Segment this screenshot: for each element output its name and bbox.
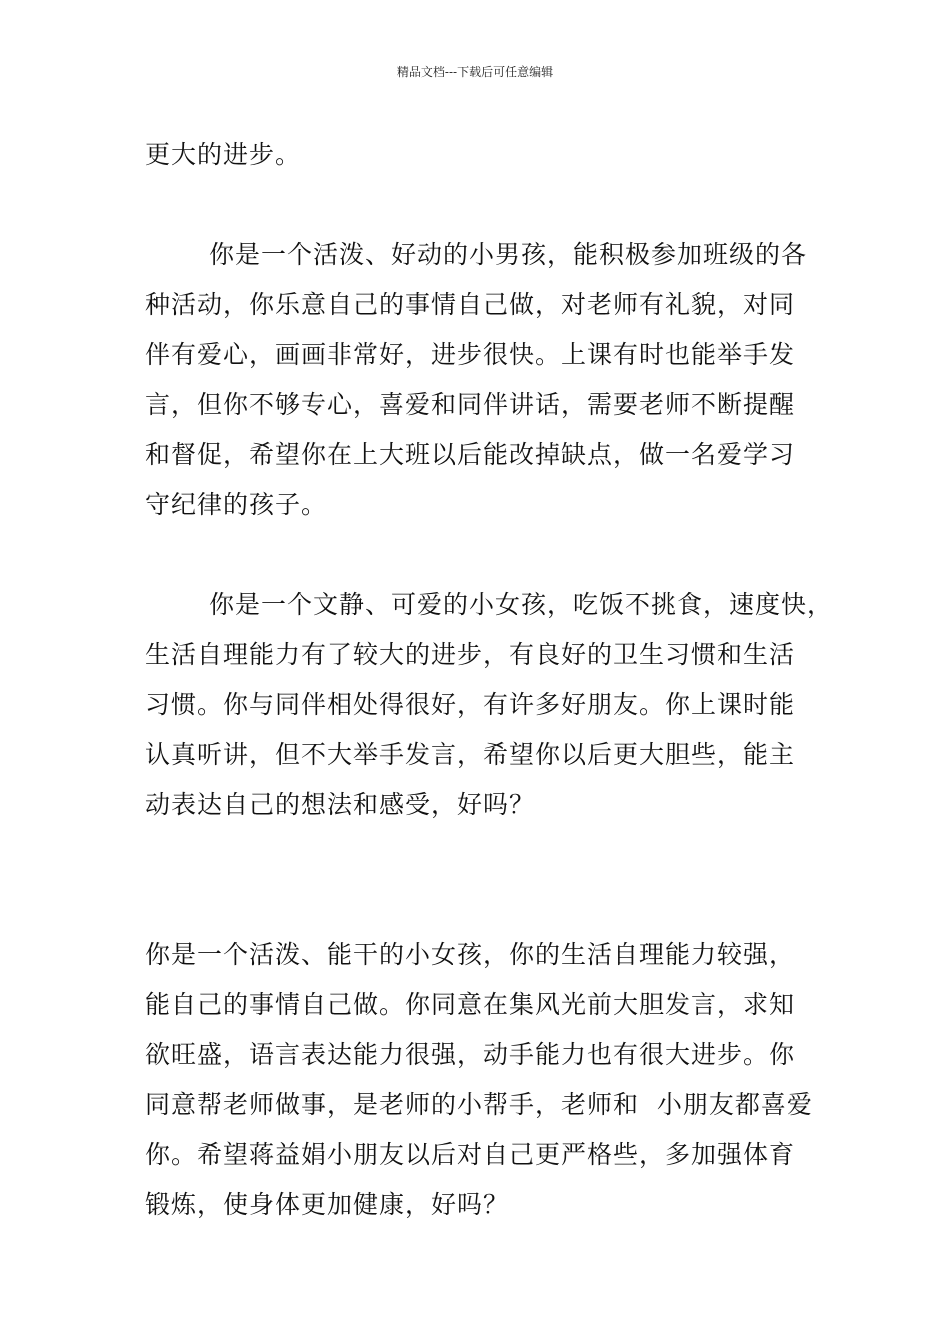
paragraph-gap	[145, 180, 835, 230]
paragraph-comment-boy	[145, 230, 835, 530]
text-line: 你是一个活泼、好动的小男孩，能积极参加班级的各	[209, 240, 808, 269]
text-line: 守纪律的孩子。	[145, 490, 328, 519]
text-line: 种活动，你乐意自己的事情自己做，对老师有礼貌，对同	[145, 290, 796, 319]
text-line: 同意帮老师做事，是老师的小帮手，老师和 小朋友都喜爱	[145, 1090, 813, 1119]
paragraph-continuation	[145, 130, 835, 180]
text-line: 习惯。你与同伴相处得很好，有许多好朋友。你上课时能	[145, 690, 796, 719]
text-line: 言，但你不够专心，喜爱和同伴讲话，需要老师不断提醒	[145, 390, 796, 419]
paragraph-comment-capable-girl	[145, 930, 835, 1230]
page-header: 精品文档---下载后可任意编辑	[396, 65, 554, 79]
document-body	[145, 130, 835, 1230]
text-line: 伴有爱心，画画非常好，进步很快。上课有时也能举手发	[145, 340, 796, 369]
paragraph-gap	[145, 830, 835, 930]
paragraph-gap	[145, 530, 835, 580]
text-line: 更大的进步。	[145, 140, 302, 169]
text-line: 动表达自己的想法和感受，好吗？	[145, 790, 536, 819]
text-line: 锻炼，使身体更加健康，好吗？	[145, 1190, 510, 1219]
text-line: 你是一个活泼、能干的小女孩，你的生活自理能力较强，	[145, 940, 796, 969]
paragraph-comment-quiet-girl	[145, 580, 835, 830]
text-line: 能自己的事情自己做。你同意在集风光前大胆发言，求知	[145, 990, 796, 1019]
text-line: 生活自理能力有了较大的进步，有良好的卫生习惯和生活	[145, 640, 796, 669]
text-line: 认真听讲，但不大举手发言，希望你以后更大胆些，能主	[145, 740, 796, 769]
text-line: 你。希望蒋益娟小朋友以后对自己更严格些，多加强体育	[145, 1140, 796, 1169]
text-line: 你是一个文静、可爱的小女孩，吃饭不挑食，速度快，	[209, 590, 834, 619]
text-line: 和督促，希望你在上大班以后能改掉缺点，做一名爱学习	[145, 440, 796, 469]
text-line: 欲旺盛，语言表达能力很强，动手能力也有很大进步。你	[145, 1040, 796, 1069]
